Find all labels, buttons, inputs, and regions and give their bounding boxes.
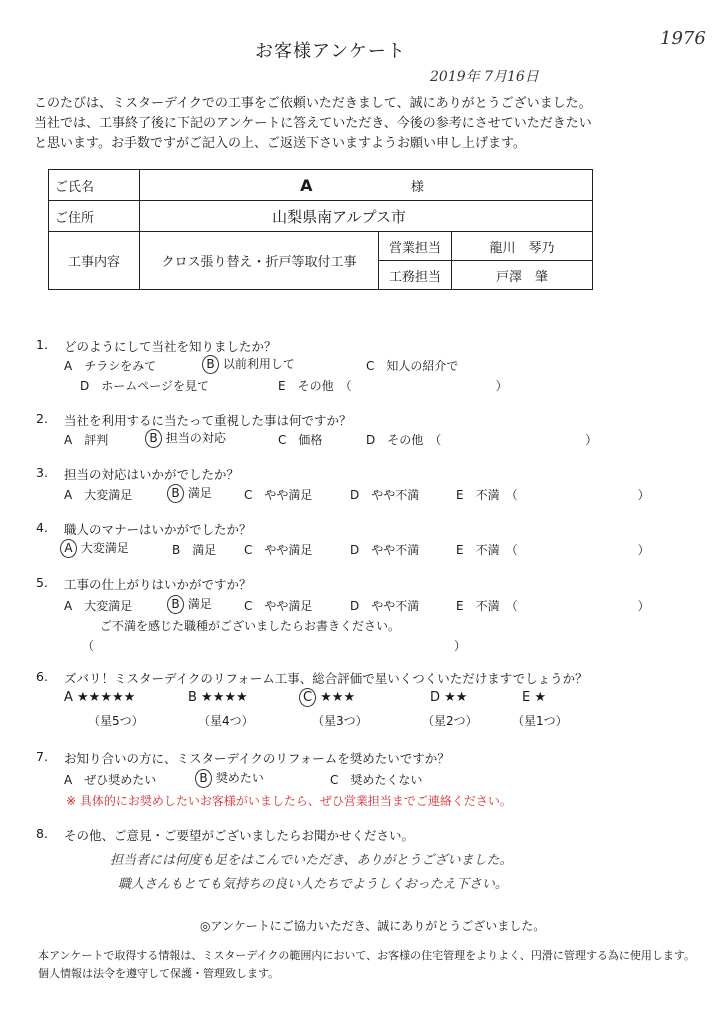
q2-option-c[interactable]: C 価格 xyxy=(278,433,323,447)
q4-text: 職人のマナーはいかがでしたか？ xyxy=(64,522,252,537)
q4-selected-circle: A xyxy=(60,539,77,558)
works-label: 工務担当 xyxy=(379,261,452,290)
q1-option-b[interactable]: B 以前利用して xyxy=(205,355,295,374)
q7-option-c[interactable]: C 奨めたくない xyxy=(330,773,423,787)
q4-number: 4. xyxy=(36,520,48,535)
q8-handwritten-line-1: 担当者には何度も足をはこんでいただき、ありがとうございました。 xyxy=(110,853,513,868)
sales-label: 営業担当 xyxy=(379,232,452,261)
q6-option-c[interactable]: C ★★★ xyxy=(302,688,355,707)
sales-value: 龍川 琴乃 xyxy=(452,232,593,261)
q4-option-b[interactable]: B 満足 xyxy=(172,543,217,557)
serial-number: 1976 xyxy=(660,28,706,49)
q2-selected-circle: B xyxy=(145,429,162,448)
privacy-line-2: 個人情報は法令を遵守して保護・管理致します。 xyxy=(38,967,280,980)
q7-note: ※ 具体的にお奨めしたいお客様がいましたら、ぜひ営業担当までご連絡ください。 xyxy=(66,794,512,808)
q7-number: 7. xyxy=(36,749,48,764)
q3-option-a[interactable]: A 大変満足 xyxy=(64,488,133,502)
q2-option-d[interactable]: D その他 （ ） xyxy=(366,433,598,447)
q5-option-b[interactable]: B 満足 xyxy=(170,595,212,614)
customer-info-table xyxy=(48,169,593,290)
thanks-text: ◎アンケートにご協力いただき、誠にありがとうございました。 xyxy=(200,919,546,933)
q5-selected-circle: B xyxy=(167,595,184,614)
name-label: ご氏名 xyxy=(49,170,140,201)
address-value: 山梨県南アルプス市 xyxy=(140,201,593,232)
q5-option-d[interactable]: D やや不満 xyxy=(350,599,420,613)
name-value: A xyxy=(300,175,313,195)
q8-handwritten-line-2: 職人さんもとても気持ちの良い人たちでようしくおったえ下さい。 xyxy=(118,877,508,892)
intro-line-2: 当社では、工事終了後に下記のアンケートに答えていただき、今後の参考にさせていただきたい xyxy=(34,116,592,131)
q5-option-e[interactable]: E 不満 （ ） xyxy=(456,599,650,613)
q6-text: ズバリ！ミスターデイクのリフォーム工事、総合評価で星いくつくいただけますでしょうか？ xyxy=(64,671,588,686)
page-title: お客様アンケート xyxy=(255,41,406,62)
q5-option-a[interactable]: A 大変満足 xyxy=(64,599,133,613)
q6-option-b-sub: （星4つ） xyxy=(198,714,254,728)
q1-option-e[interactable]: E その他 （ ） xyxy=(278,379,508,393)
address-label: ご住所 xyxy=(49,201,140,232)
q4-option-e[interactable]: E 不満 （ ） xyxy=(456,543,650,557)
q1-option-a[interactable]: A チラシをみて xyxy=(64,359,157,373)
q3-option-c[interactable]: C やや満足 xyxy=(244,488,313,502)
q5-text: 工事の仕上がりはいかがですか？ xyxy=(64,577,252,592)
survey-date: 2019年 7月16日 xyxy=(430,69,539,85)
q5-sub-blank[interactable]: （ ） xyxy=(82,639,467,653)
q6-option-d[interactable]: D ★★ xyxy=(430,690,468,705)
q6-option-e-sub: （星1つ） xyxy=(512,714,568,728)
q4-option-c[interactable]: C やや満足 xyxy=(244,543,313,557)
q2-text: 当社を利用するに当たって重視した事は何ですか？ xyxy=(64,413,352,428)
q5-option-c[interactable]: C やや満足 xyxy=(244,599,313,613)
q7-option-b[interactable]: B 奨めたい xyxy=(198,769,264,788)
q6-option-c-sub: （星3つ） xyxy=(312,714,368,728)
q6-option-d-sub: （星2つ） xyxy=(422,714,478,728)
q6-number: 6. xyxy=(36,669,48,684)
q8-number: 8. xyxy=(36,826,48,841)
q6-option-a-sub: （星5つ） xyxy=(88,714,144,728)
q6-selected-circle: C xyxy=(299,688,316,707)
q1-option-d[interactable]: D ホームページを見て xyxy=(80,379,210,393)
q1-option-c[interactable]: C 知人の紹介で xyxy=(366,359,459,373)
q6-option-a[interactable]: A ★★★★★ xyxy=(64,690,136,705)
q3-selected-circle: B xyxy=(167,484,184,503)
intro-line-3: と思います。お手数ですがご記入の上、ご返送下さいますようお願い申し上げます。 xyxy=(34,136,526,151)
q4-option-d[interactable]: D やや不満 xyxy=(350,543,420,557)
q5-sub-text: ご不満を感じた職種がございましたらお書きください。 xyxy=(100,619,401,633)
honorific: 様 xyxy=(410,179,424,195)
q1-number: 1. xyxy=(36,337,48,352)
q4-option-a[interactable]: A 大変満足 xyxy=(63,539,129,558)
q7-selected-circle: B xyxy=(195,769,212,788)
q3-option-e[interactable]: E 不満 （ ） xyxy=(456,488,650,502)
q8-text: その他、ご意見・ご要望がございましたらお聞かせください。 xyxy=(64,828,415,843)
q3-number: 3. xyxy=(36,465,48,480)
work-value: クロス張り替え・折戸等取付工事 xyxy=(140,232,379,290)
works-value: 戸澤 肇 xyxy=(452,261,593,290)
q3-text: 担当の対応はいかがでしたか？ xyxy=(64,467,240,482)
q1-text: どのようにして当社を知りましたか？ xyxy=(64,339,277,354)
work-label: 工事内容 xyxy=(49,232,140,290)
q1-selected-circle: B xyxy=(202,355,219,374)
q2-option-b[interactable]: B 担当の対応 xyxy=(148,429,226,448)
q3-option-d[interactable]: D やや不満 xyxy=(350,488,420,502)
q7-text: お知り合いの方に、ミスターデイクのリフォームを奨めたいですか？ xyxy=(64,751,450,766)
name-cell xyxy=(140,170,593,201)
q2-option-a[interactable]: A 評判 xyxy=(64,433,109,447)
q6-option-b[interactable]: B ★★★★ xyxy=(188,690,248,705)
q6-option-e[interactable]: E ★ xyxy=(522,690,547,705)
q2-number: 2. xyxy=(36,411,48,426)
intro-line-1: このたびは、ミスターデイクでの工事をご依頼いただきまして、誠にありがとうございました。 xyxy=(34,96,592,111)
privacy-line-1: 本アンケートで取得する情報は、ミスターデイクの範囲内において、お客様の住宅管理をよりよく、円滑に管理する為に使用します。 xyxy=(38,949,696,962)
q5-number: 5. xyxy=(36,575,48,590)
q7-option-a[interactable]: A ぜひ奨めたい xyxy=(64,773,157,787)
q3-option-b[interactable]: B 満足 xyxy=(170,484,212,503)
